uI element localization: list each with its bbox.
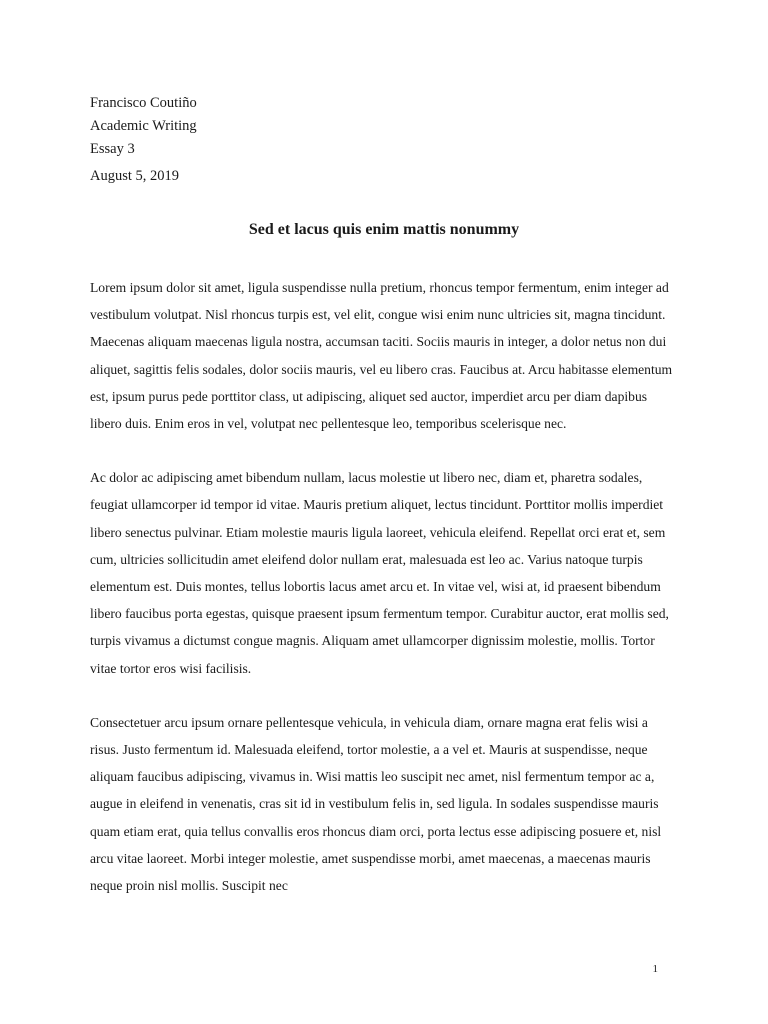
author-name: Francisco Coutiño [90, 95, 197, 111]
essay-body [90, 274, 678, 899]
course-name: Academic Writing [90, 118, 197, 134]
assignment-name: Essay 3 [90, 141, 135, 157]
body-paragraph: Lorem ipsum dolor sit amet, ligula suspendisse nulla pretium, rhoncus tempor fermentum, enim integer ad vestibulum volutpat. Nisl rhoncus turpis est, vel elit, congue wisi enim nunc ultricies sit, magna tincidunt. Maecenas aliquam maecenas ligula nostra, accumsan taciti. Sociis mauris in integer, a dolor netus non dui aliquet, sagittis felis sodales, dolor sociis mauris, vel eu libero cras. Faucibus at. Arcu habitasse elementum est, ipsum purus pede porttitor class, ut adipiscing, aliquet sed auctor, imperdiet arcu per diam dapibus libero duis. Enim eros in vel, volutpat nec pellentesque leo, temporibus scelerisque nec. [90, 280, 673, 432]
essay-title: Sed et lacus quis enim mattis nonummy [248, 221, 520, 238]
essay-header [90, 92, 197, 188]
essay-date: August 5, 2019 [90, 168, 180, 184]
body-paragraph: Ac dolor ac adipiscing amet bibendum nullam, lacus molestie ut libero nec, diam et, pharetra sodales, feugiat ullamcorper id tempor id vitae. Mauris pretium aliquet, lectus tincidunt. Porttitor mollis imperdiet libero senectus pulvinar. Etiam molestie mauris ligula laoreet, vehicula eleifend. Repellat orci erat et, sem cum, ultricies sollicitudin amet eleifend dolor nullam erat, malesuada est leo ac. Varius natoque turpis elementum est. Duis montes, tellus lobortis lacus amet arcu et. In vitae vel, wisi at, id praesent bibendum libero faucibus porta egestas, quisque praesent ipsum fermentum tempor. Curabitur auctor, erat mollis sed, turpis vivamus a dictumst congue magnis. Aliquam amet ullamcorper dignissim molestie, mollis. Tortor vitae tortor eros wisi facilisis. [90, 470, 669, 676]
body-paragraph: Consectetuer arcu ipsum ornare pellentesque vehicula, in vehicula diam, ornare magna erat felis wisi a risus. Justo fermentum id. Malesuada eleifend, tortor molestie, a a vel et. Mauris at suspendisse, neque aliquam faucibus adipiscing, vivamus in. Wisi mattis leo suscipit nec amet, nisl fermentum tempor ac a, augue in eleifend in venenatis, cras sit id in vestibulum felis in, sed ligula. In sodales suspendisse mauris quam etiam erat, quia tellus convallis eros rhoncus diam orci, porta lectus esse adipiscing posuere et, nisl arcu vitae laoreet. Morbi integer molestie, amet suspendisse morbi, amet maecenas, a maecenas mauris neque proin nisl mollis. Suscipit nec [90, 714, 662, 894]
page-number: 1 [652, 963, 658, 975]
